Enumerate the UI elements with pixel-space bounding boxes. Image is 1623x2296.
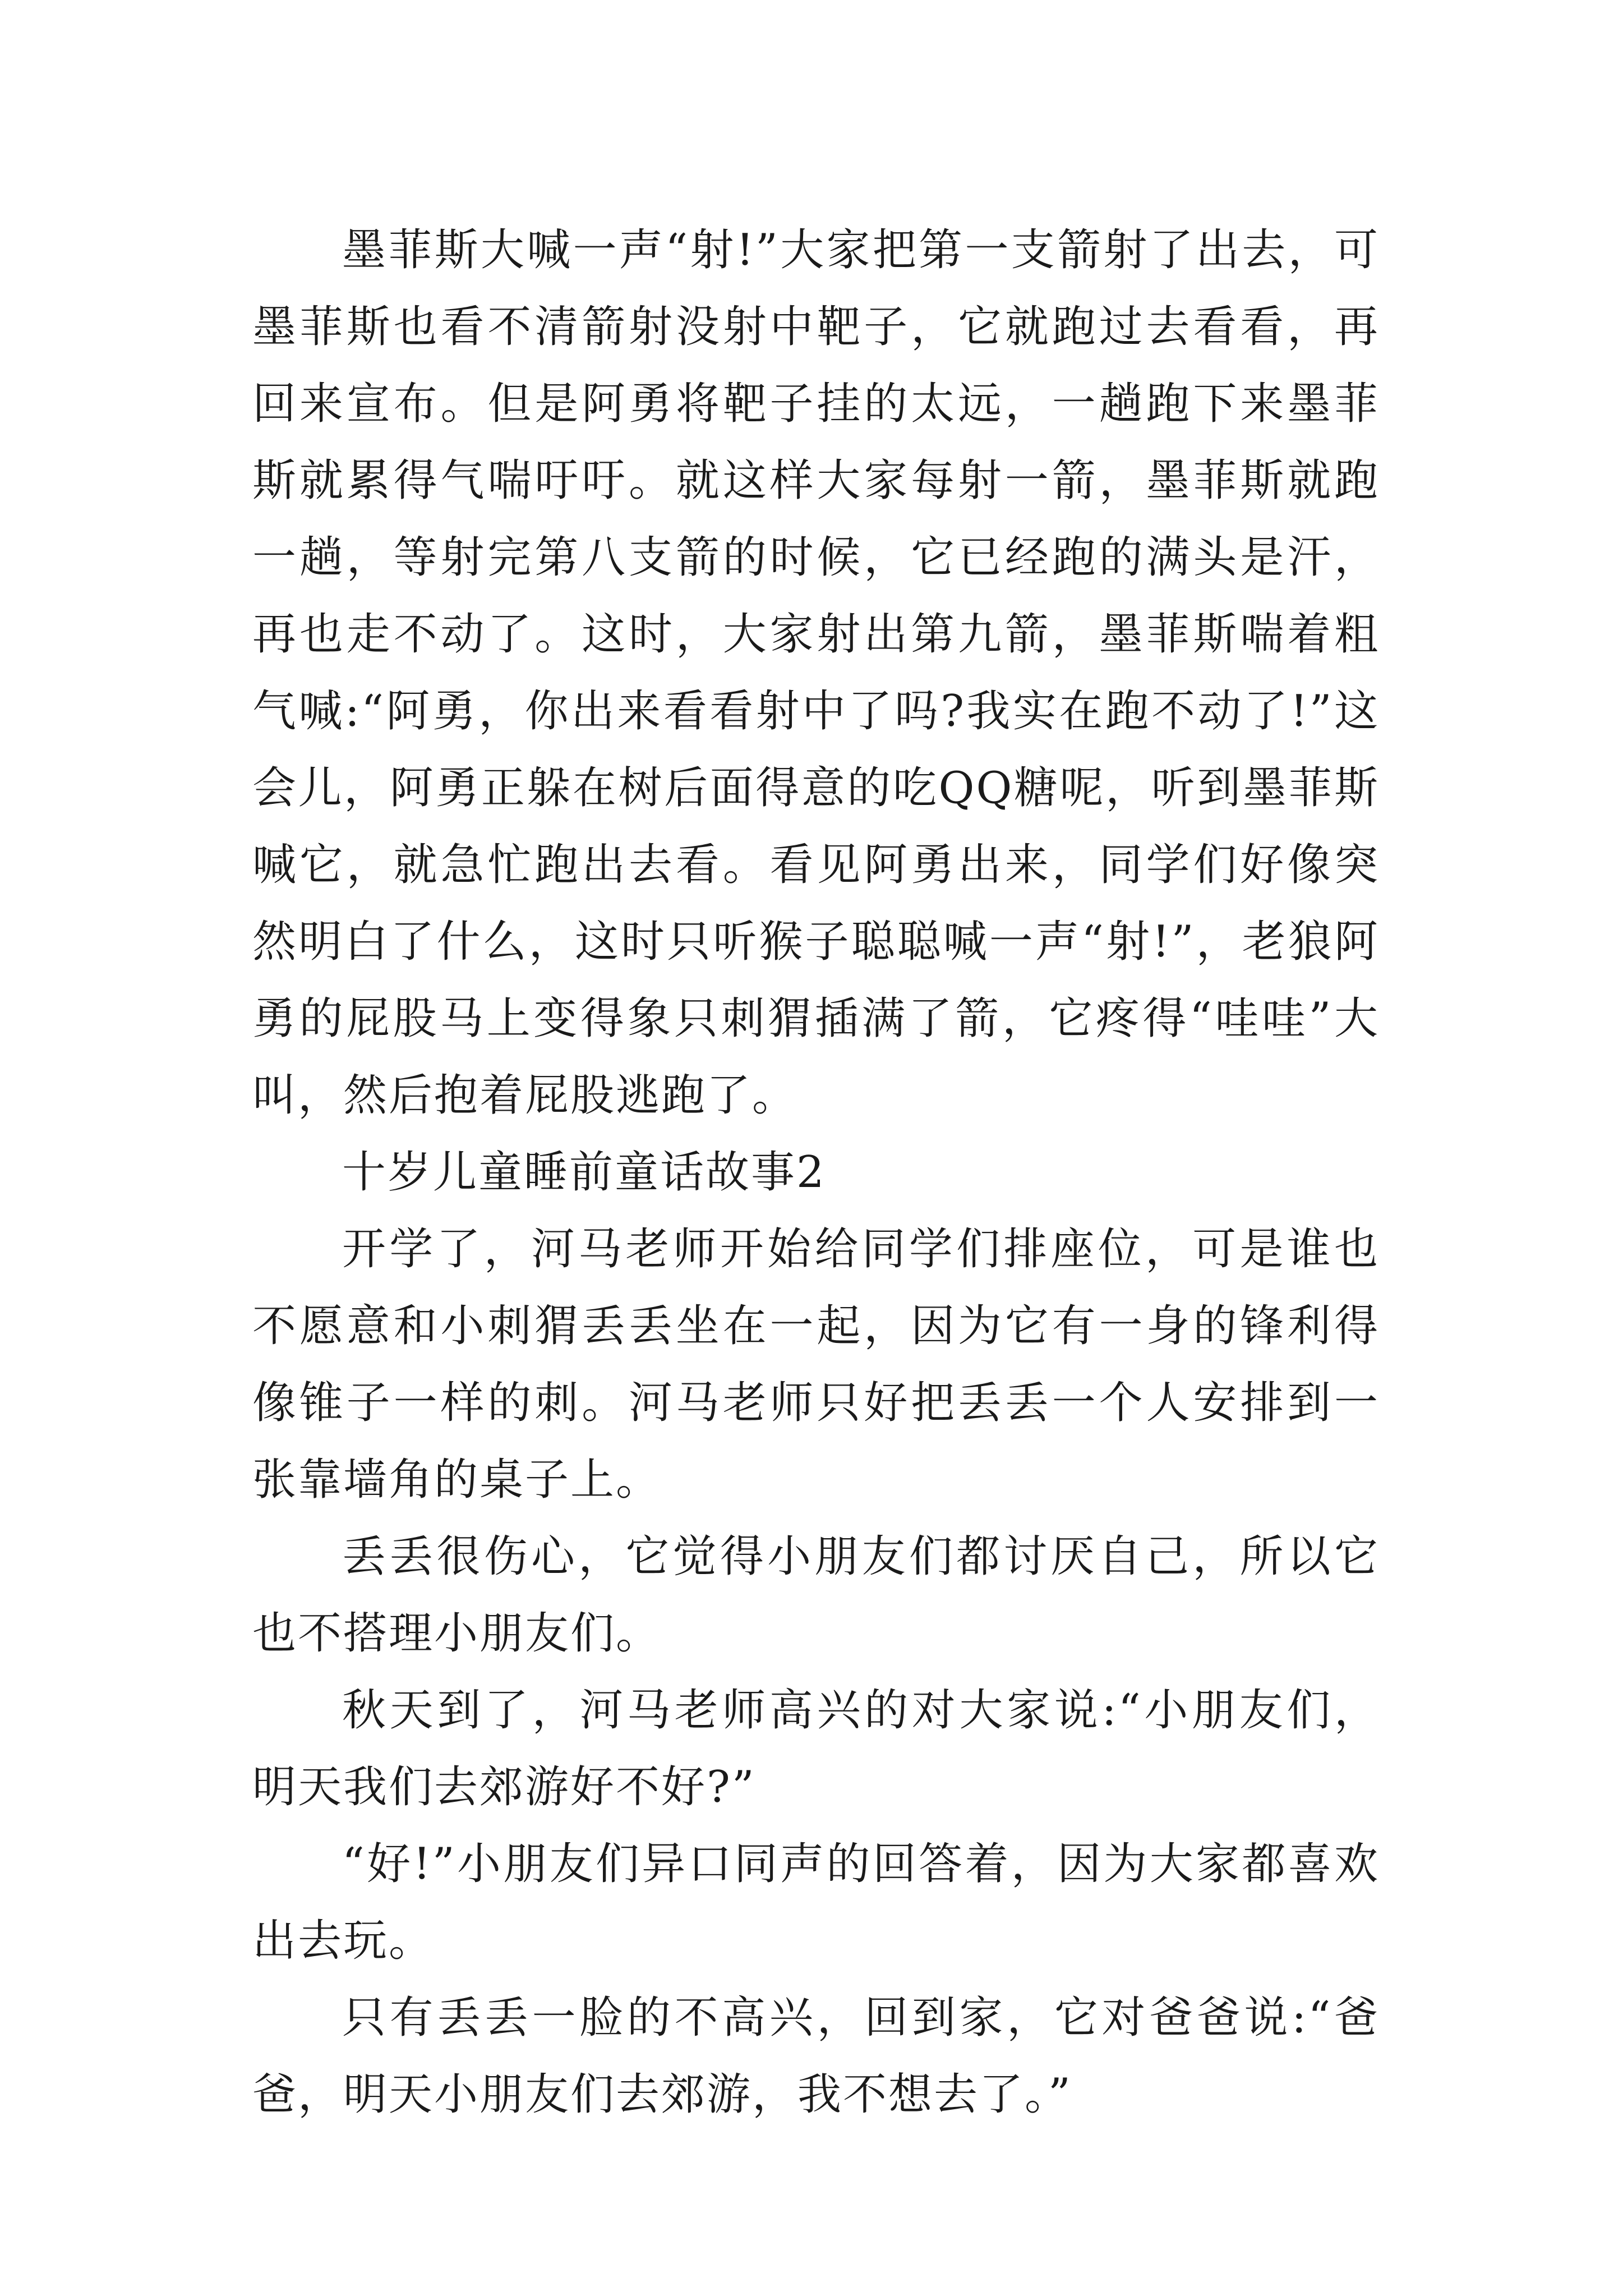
story-title: 十岁儿童睡前童话故事2 bbox=[342, 1147, 826, 1198]
paragraph-story-ending: 墨菲斯大喊一声“射!”大家把第一支箭射了出去，可墨菲斯也看不清箭射没射中靶子，它就跑过去看看，再回来宣布。但是阿勇将靶子挂的太远，一趟跑下来墨菲斯就累得气喘吁吁。就这样大家每射一箭，墨菲斯就跑一趟，等射完第八支箭的时候，它已经跑的满头是汗，再也走不动了。这时，大家射出第九箭，墨菲斯喘着粗气喊:“阿勇，你出来看看射中了吗?我实在跑不动了!”这会儿，阿勇正躲在树后面得意的吃QQ糖呢，听到墨菲斯喊它，就急忙跑出去看。看见阿勇出来，同学们好像突然明白了什么，这时只听猴子聪聪喊一声“射!”，老狼阿勇的屁股马上变得象只刺猬插满了箭，它疼得“哇哇”大叫，然后抱着屁股逃跑了。 bbox=[252, 225, 1380, 1121]
paragraph-autumn-outing: 秋天到了，河马老师高兴的对大家说:“小朋友们，明天我们去郊游好不好?” bbox=[252, 1685, 1380, 1812]
paragraph-diudiu-sad: 丢丢很伤心，它觉得小朋友们都讨厌自己，所以它也不搭理小朋友们。 bbox=[252, 1531, 1380, 1659]
paragraph-diudiu-father: 只有丢丢一脸的不高兴，回到家，它对爸爸说:“爸爸，明天小朋友们去郊游，我不想去了。” bbox=[252, 1993, 1380, 2120]
document-body bbox=[252, 212, 1380, 2133]
paragraph-school-start: 开学了，河马老师开始给同学们排座位，可是谁也不愿意和小刺猬丢丢坐在一起，因为它有一身的锋利得像锥子一样的刺。河马老师只好把丢丢一个人安排到一张靠墙角的桌子上。 bbox=[252, 1224, 1380, 1505]
paragraph-children-answer: “好!”小朋友们异口同声的回答着，因为大家都喜欢出去玩。 bbox=[252, 1839, 1380, 1966]
